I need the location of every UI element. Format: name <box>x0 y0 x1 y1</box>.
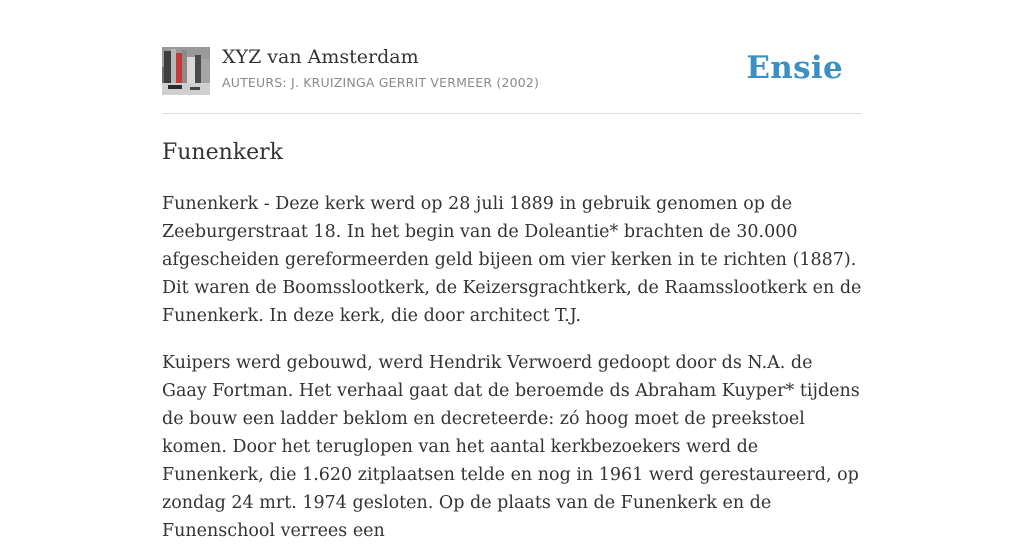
entry-title: Funenkerk <box>162 140 283 165</box>
ensie-logo[interactable]: Ensie <box>746 50 843 86</box>
entry-paragraph-2: Kuipers werd gebouwd, werd Hendrik Verwoerd gedoopt door ds N.A. de Gaay Fortman. Het verhaal gaat dat de beroemde ds Abraham Kuyper* tijdens de bouw een ladder beklom en decreteerde: zó hoog moet de preekstoel komen. Door het teruglopen van het aantal kerkbezoekers werd de Funenkerk, die 1.620 zitplaatsen telde en nog in 1961 werd gerestaureerd, op zondag 24 mrt. 1974 gesloten. Op de plaats van de Funenkerk en de Funenschool verrees een <box>162 353 860 541</box>
source-title[interactable]: XYZ van Amsterdam <box>222 46 419 68</box>
source-avatar[interactable] <box>162 47 210 95</box>
entry-page <box>162 0 862 545</box>
entry-paragraph-1: Funenkerk - Deze kerk werd op 28 juli 1889 in gebruik genomen op de Zeeburgerstraat 18. In het begin van de Doleantie* brachten de 30.000 afgescheiden gereformeerden geld bijeen om vier kerken in te richten (1887). Dit waren de Boomsslootkerk, de Keizersgrachtkerk, de Raamsslootkerk en de Funenkerk. In deze kerk, die door architect T.J. <box>162 194 862 326</box>
source-header <box>162 0 862 114</box>
street-photo-icon <box>162 47 210 95</box>
source-authors: AUTEURS: J. KRUIZINGA GERRIT VERMEER (2002) <box>222 75 540 90</box>
